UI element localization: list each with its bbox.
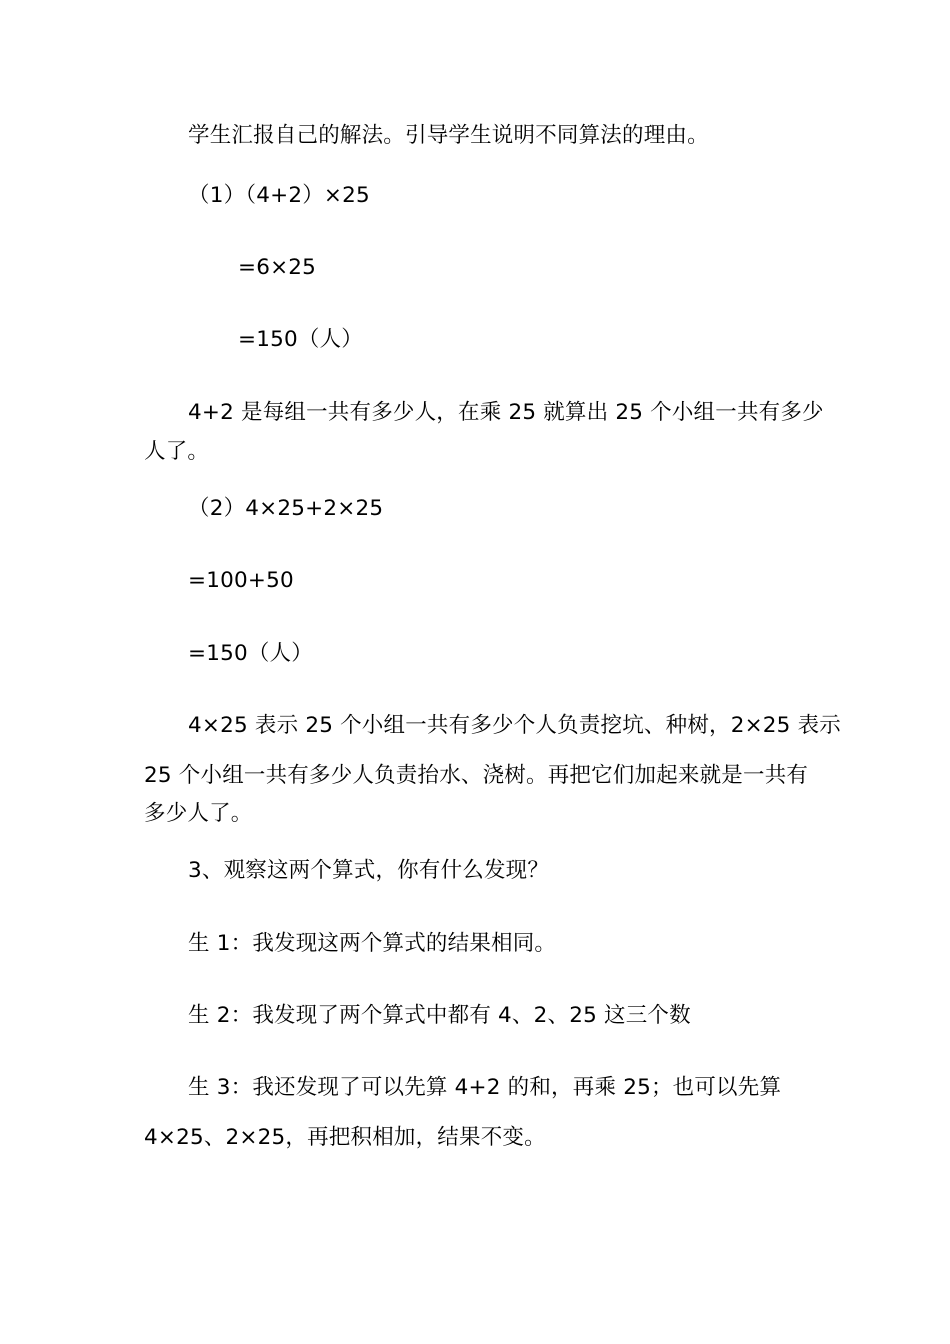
paragraph-line: （2）4×25+2×25 [188,496,384,521]
paragraph-line: =100+50 [188,568,294,593]
paragraph-line: （1）（4+2）×25 [188,183,370,208]
paragraph-line: 4×25 表示 25 个小组一共有多少个人负责挖坑、种树，2×25 表示 [188,713,842,738]
paragraph-line: =150（人） [188,641,313,666]
paragraph-line: =6×25 [238,255,317,280]
paragraph-line: 生 3：我还发现了可以先算 4+2 的和，再乘 25；也可以先算 [188,1075,782,1100]
paragraph-line: 多少人了。 [144,801,253,826]
paragraph-line: 生 2：我发现了两个算式中都有 4、2、25 这三个数 [188,1003,691,1028]
paragraph-line: 4+2 是每组一共有多少人，在乘 25 就算出 25 个小组一共有多少 [188,400,824,425]
paragraph-line: =150（人） [238,327,363,352]
paragraph-line: 学生汇报自己的解法。引导学生说明不同算法的理由。 [188,123,709,148]
paragraph-line: 生 1：我发现这两个算式的结果相同。 [188,931,557,956]
paragraph-line: 4×25、2×25，再把积相加，结果不变。 [144,1125,546,1150]
paragraph-line: 人了。 [144,439,210,464]
paragraph-line: 3、观察这两个算式，你有什么发现？ [188,858,550,883]
paragraph-line: 25 个小组一共有多少人负责抬水、浇树。再把它们加起来就是一共有 [144,763,809,788]
